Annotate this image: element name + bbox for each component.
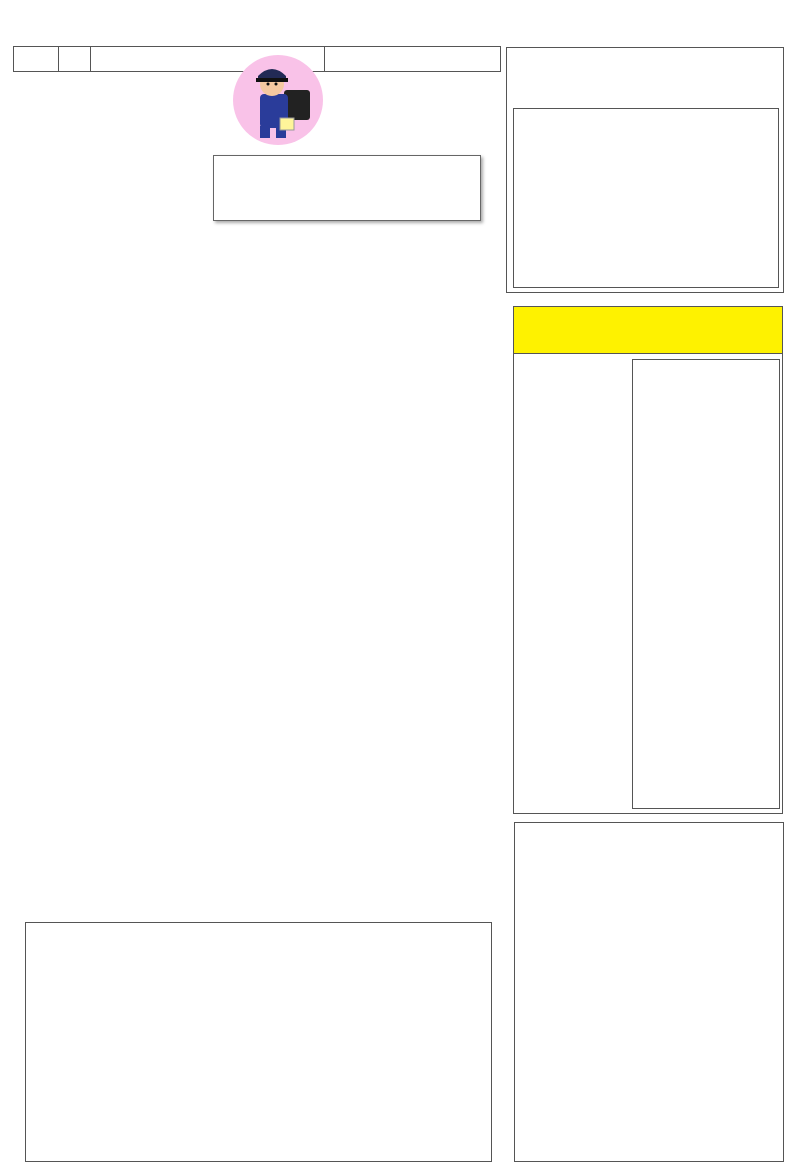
student-mascot-icon: [232, 54, 324, 146]
eco-paragraph-1: [515, 825, 783, 827]
staff-photo-area: [632, 359, 780, 809]
header-weekday: [59, 47, 91, 72]
header-day: [14, 47, 59, 72]
header-dismissal: [325, 47, 501, 72]
new-staff-photo-area: [513, 108, 779, 288]
new-staff-box: [506, 47, 784, 293]
staff-list: [513, 354, 783, 814]
june-heading: [26, 923, 491, 926]
june-schedule-box: [25, 922, 492, 1162]
staff-heading: [513, 306, 783, 354]
eco-station-box: [514, 822, 784, 1162]
student-count-callout: [213, 155, 481, 221]
